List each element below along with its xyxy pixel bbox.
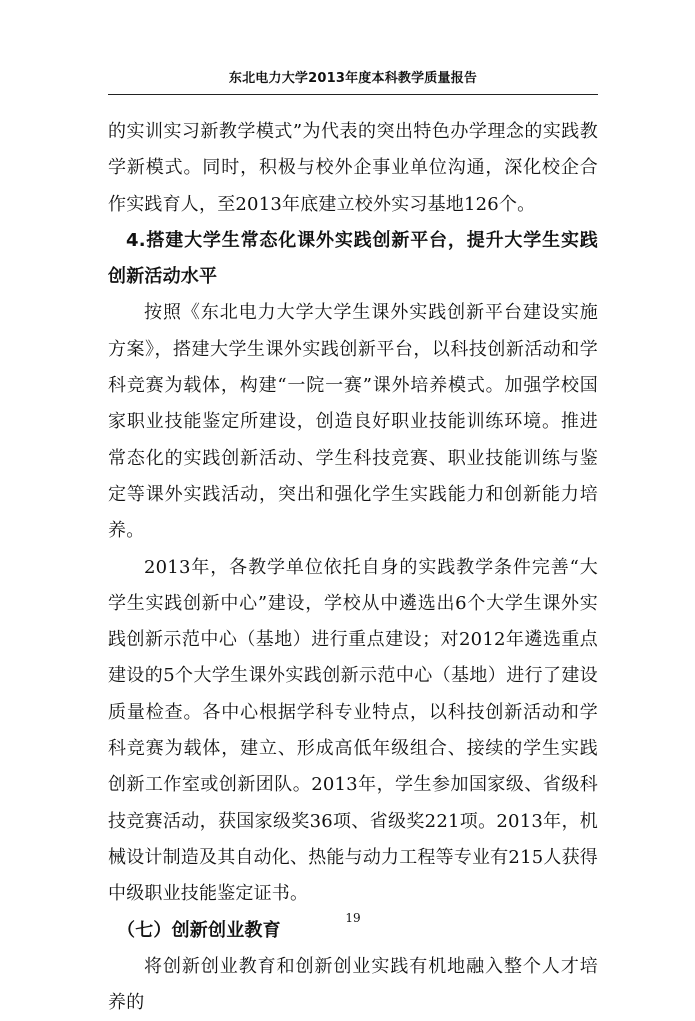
paragraph-continuation: 的实训实习新教学模式”为代表的突出特色办学理念的实践教学新模式。同时，积极与校外企事业单位沟通，深化校企合作实践育人，至2013年底建立校外实习基地126个。 — [108, 121, 598, 215]
page-body — [108, 114, 598, 1021]
header-rule — [108, 94, 598, 95]
subsection-heading: 4.搭建大学生常态化课外实践创新平台，提升大学生实践创新活动水平 — [108, 229, 598, 288]
running-header: 东北电力大学2013年度本科教学质量报告 — [228, 71, 478, 86]
section-heading: （七）创新创业教育 — [117, 919, 281, 941]
paragraph-2013-results: 2013年，各教学单位依托自身的实践教学条件完善“大学生实践创新中心”建设，学校从中遴选出6个大学生课外实践创新示范中心（基地）进行重点建设；对2012年遴选重点建设的5个大学生课外实践创新示范中心（基地）进行了建设质量检查。各中心根据学科专业特点，以科技创新活动和学科竞赛为载体，建立、形成高低年级组合、接续的学生实践创新工作室或创新团队。2013年，学生参加国家级、省级科技竞赛活动，获国家级奖36项、省级奖221项。2013年，机械设计制造及其自动化、热能与动力工程等专业有215人获得中级职业技能鉴定证书。 — [108, 556, 598, 905]
paragraph-platform: 按照《东北电力大学大学生课外实践创新平台建设实施方案》，搭建大学生课外实践创新平台，以科技创新活动和学科竞赛为载体，构建“一院一赛”课外培养模式。加强学校国家职业技能鉴定所建设，创造良好职业技能训练环境。推进常态化的实践创新活动、学生科技竞赛、职业技能训练与鉴定等课外实践活动，突出和强化学生实践能力和创新能力培养。 — [108, 302, 598, 542]
page-number: 19 — [345, 911, 361, 925]
paragraph-innovation-education: 将创新创业教育和创新创业实践有机地融入整个人才培养的 — [108, 955, 598, 1014]
